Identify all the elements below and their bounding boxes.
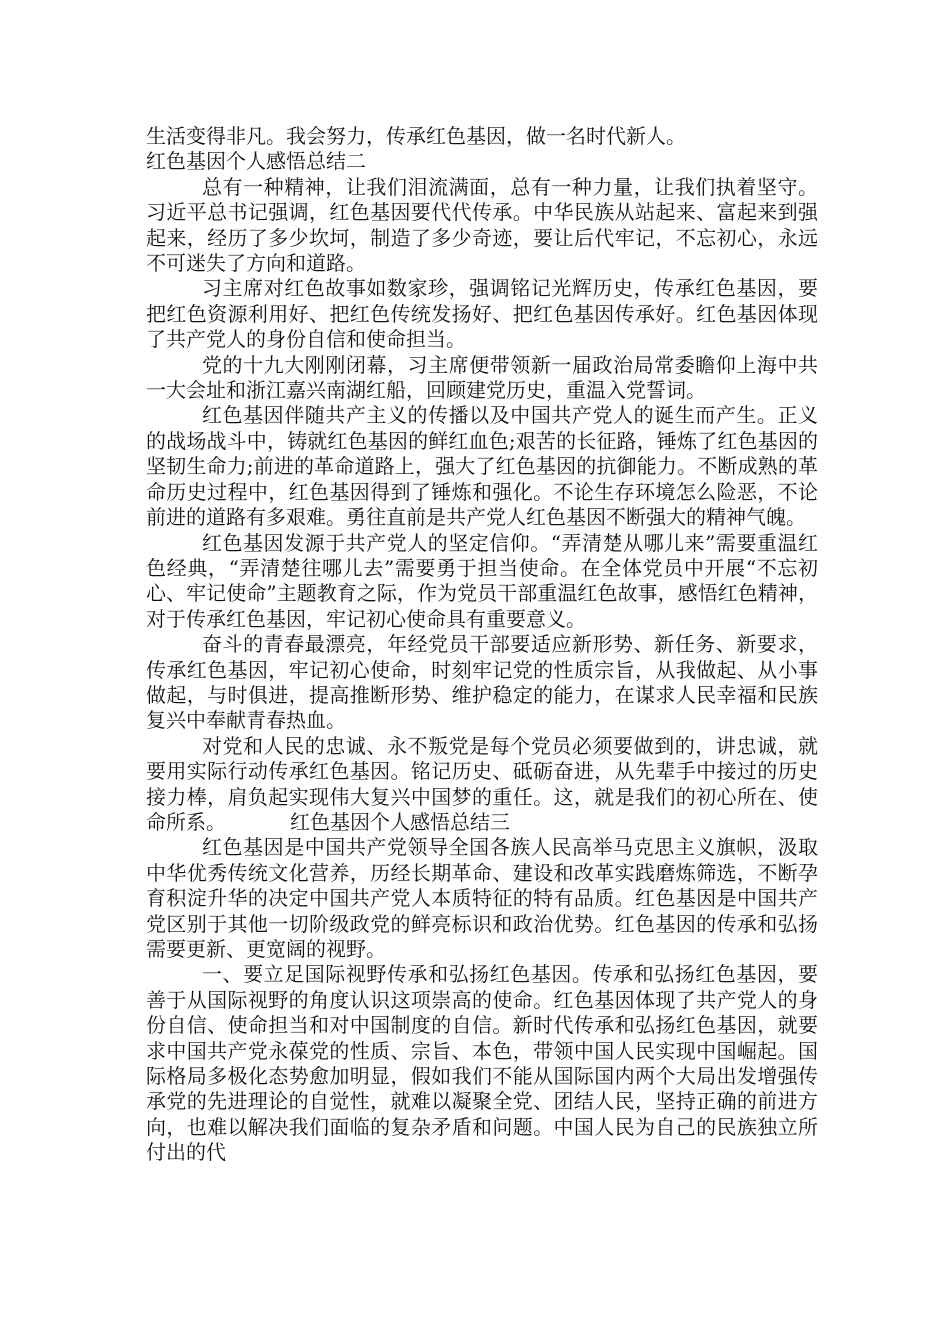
opening-line: 生活变得非凡。我会努力，传承红色基因，做一名时代新人。: [146, 124, 686, 148]
paragraph-9: 一、要立足国际视野传承和弘扬红色基因。传承和弘扬红色基因，要善于从国际视野的角度认识这项崇高的使命。红色基因体现了共产党人的身份自信、使命担当和对中国制度的自信。新时代传承和弘扬红色基因，就要求中国共产党永葆党的性质、宗旨、本色，带领中国人民实现中国崛起。国际格局多极化态势愈加明显，假如我们不能从国际国内两个大局出发增强传承党的先进理论的自觉性，就难以凝聚全党、团结人民，坚持正确的前进方向，也难以解决我们面临的复杂矛盾和问题。中国人民为自己的民族独立所付出的代: [146, 962, 818, 1165]
paragraph-7-with-heading: [146, 734, 818, 836]
paragraph-8: 红色基因是中国共产党领导全国各族人民高举马克思主义旗帜，汲取中华优秀传统文化营养，历经长期革命、建设和改革实践磨炼筛选，不断孕育积淀升华的决定中国共产党人本质特征的特有品质。红色基因是中国共产党区别于其他一切阶级政党的鲜亮标识和政治优势。红色基因的传承和弘扬需要更新、更宽阔的视野。: [146, 835, 818, 961]
section-heading-three: 红色基因个人感悟总结三: [290, 809, 510, 834]
paragraph-7: 对党和人民的忠诚、永不叛党是每个党员必须要做到的，讲忠诚，就要用实际行动传承红色基因。铭记历史、砥砺奋进，从先辈手中接过的历史接力棒，肩负起实现伟大复兴中国梦的重任。这，就是我们的初心所在、使命所系。: [146, 733, 818, 834]
section-heading-two: 红色基因个人感悟总结二: [146, 149, 366, 174]
document-body: [146, 124, 818, 1166]
paragraph-2: 习主席对红色故事如数家珍，强调铭记光辉历史，传承红色基因，要把红色资源利用好、把红色传统发扬好、把红色基因传承好。红色基因体现了共产党人的身份自信和使命担当。: [146, 276, 818, 352]
paragraph-5: 红色基因发源于共产党人的坚定信仰。“弄清楚从哪儿来”需要重温红色经典，“弄清楚往哪儿去”需要勇于担当使命。在全体党员中开展“不忘初心、牢记使命”主题教育之际，作为党员干部重温红色故事，感悟红色精神，对于传承红色基因，牢记初心使命具有重要意义。: [146, 530, 818, 631]
paragraph-3: 党的十九大刚刚闭幕，习主席便带领新一届政治局常委瞻仰上海中共一大会址和浙江嘉兴南湖红船，回顾建党历史，重温入党誓词。: [146, 352, 818, 403]
paragraph-4: 红色基因伴随共产主义的传播以及中国共产党人的诞生而产生。正义的战场战斗中，铸就红色基因的鲜红血色;艰苦的长征路，锤炼了红色基因的坚韧生命力;前进的革命道路上，强大了红色基因的抗御能力。不断成熟的革命历史过程中，红色基因得到了锤炼和强化。不论生存环境怎么险恶，不论前进的道路有多艰难。勇往直前是共产党人红色基因不断强大的精神气魄。: [146, 403, 818, 530]
paragraph-1: 总有一种精神，让我们泪流满面，总有一种力量，让我们执着坚守。习近平总书记强调，红色基因要代代传承。中华民族从站起来、富起来到强起来，经历了多少坎坷，制造了多少奇迹，要让后代牢记，不忘初心，永远不可迷失了方向和道路。: [146, 174, 818, 276]
paragraph-6: 奋斗的青春最漂亮，年经党员干部要适应新形势、新任务、新要求，传承红色基因，牢记初心使命，时刻牢记党的性质宗旨，从我做起、从小事做起，与时俱进，提高推断形势、维护稳定的能力，在谋求人民幸福和民族复兴中奉献青春热血。: [146, 632, 818, 733]
